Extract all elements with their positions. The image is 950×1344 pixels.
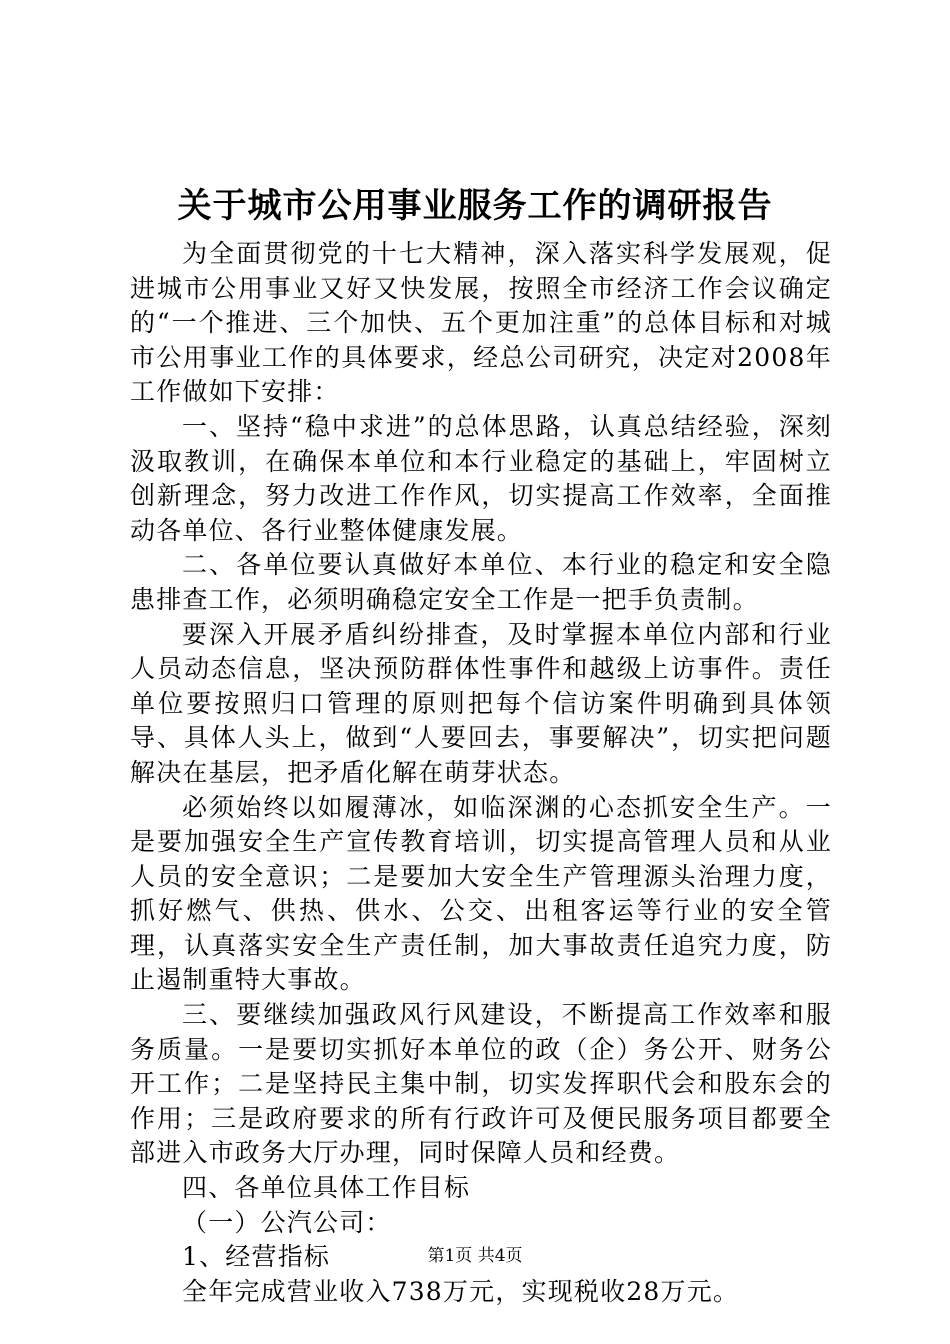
paragraph-safety-production: 必须始终以如履薄冰，如临深渊的心态抓安全生产。一是要加强安全生产宣传教育培训，切实提高管理人员和从业人员的安全意识；二是要加大安全生产管理源头治理力度，抓好燃气、供热、供水、公交、出租客运等行业的安全管理，认真落实安全生产责任制，加大事故责任追究力度，防止遏制重特大事故。 xyxy=(130,792,832,995)
paragraph-section-1: 一、坚持“稳中求进”的总体思路，认真总结经验，深刻汲取教训，在确保本单位和本行业稳定的基础上，牢固树立创新理念，努力改进工作作风，切实提高工作效率，全面推动各单位、各行业整体健康发展。 xyxy=(130,411,832,545)
heading-section-4: 四、各单位具体工作目标 xyxy=(182,1173,471,1203)
paragraph-revenue-target: 全年完成营业收入738万元，实现税收28万元。 xyxy=(182,1276,740,1306)
document-title: 关于城市公用事业服务工作的调研报告 xyxy=(177,186,773,226)
heading-operating-indicators: 1、经营指标 xyxy=(182,1242,331,1272)
paragraph-dispute-screening: 要深入开展矛盾纠纷排查，及时掌握本单位内部和行业人员动态信息，坚决预防群体性事件和越级上访事件。责任单位要按照归口管理的原则把每个信访案件明确到具体领导、具体人头上，做到“人要回去，事要解决”，切实把问题解决在基层，把矛盾化解在萌芽状态。 xyxy=(130,619,832,787)
paragraph-section-2: 二、各单位要认真做好本单位、本行业的稳定和安全隐患排查工作，必须明确稳定安全工作是一把手负责制。 xyxy=(130,550,832,614)
document-body xyxy=(130,237,832,1309)
paragraph-intro: 为全面贯彻党的十七大精神，深入落实科学发展观，促进城市公用事业又好又快发展，按照全市经济工作会议确定的“一个推进、三个加快、五个更加注重”的总体目标和对城市公用事业工作的具体要求，经总公司研究，决定对2008年工作做如下安排： xyxy=(130,239,832,407)
page-number-footer: 第1页 共4页 xyxy=(427,1246,523,1266)
heading-bus-company: （一）公汽公司： xyxy=(182,1207,392,1237)
paragraph-section-3: 三、要继续加强政风行风建设，不断提高工作效率和服务质量。一是要切实抓好本单位的政（企）务公开、财务公开工作；二是坚持民主集中制，切实发挥职代会和股东会的作用；三是政府要求的所有行政许可及便民服务项目都要全部进入市政务大厅办理，同时保障人员和经费。 xyxy=(130,1000,832,1168)
